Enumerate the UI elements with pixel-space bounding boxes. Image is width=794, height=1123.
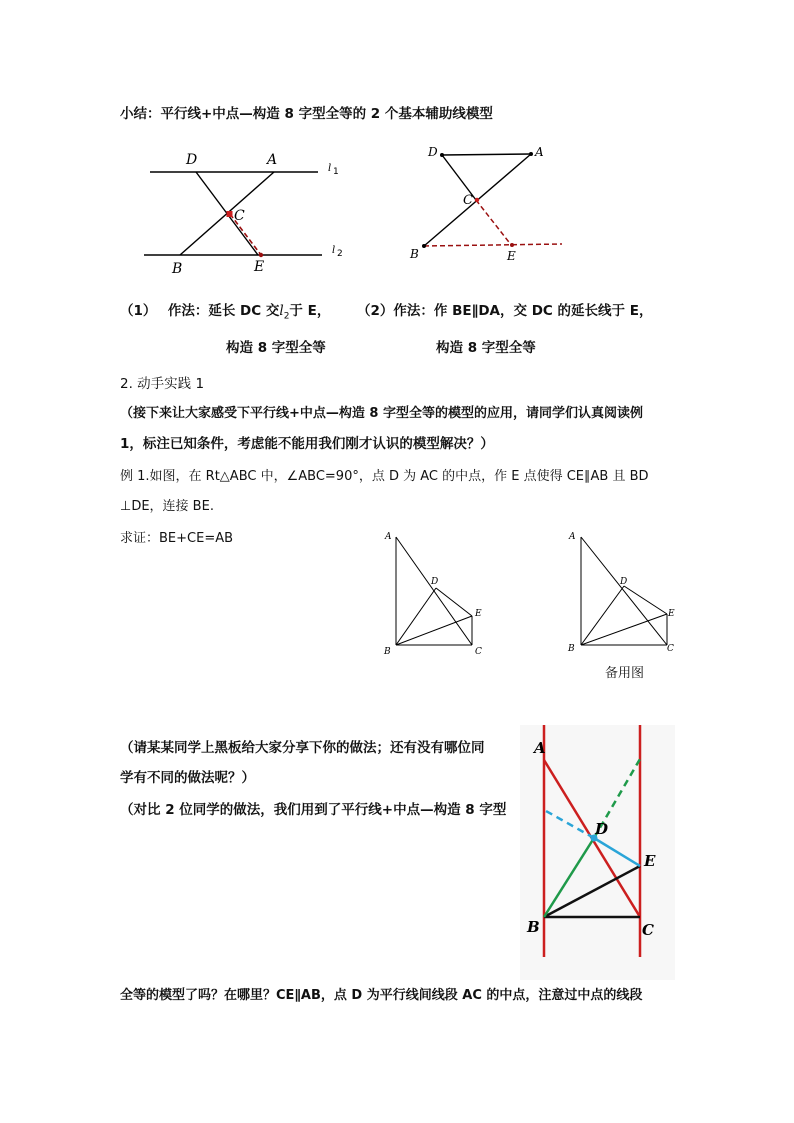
label-e: E xyxy=(475,609,482,619)
spare-figure-caption: 备用图 xyxy=(605,666,645,681)
label-c: C xyxy=(642,921,654,939)
label-d: D xyxy=(620,577,628,587)
label-d: D xyxy=(186,152,198,168)
label-l1: l xyxy=(328,163,332,174)
label-b: B xyxy=(410,247,419,261)
label-b: B xyxy=(527,918,540,936)
section-heading: 2. 动手实践 1 xyxy=(120,376,205,392)
model-1-figure xyxy=(140,145,350,280)
label-l2-sub: 2 xyxy=(337,249,343,259)
label-c: C xyxy=(234,208,245,224)
label-d: D xyxy=(595,820,609,838)
label-e: E xyxy=(644,852,656,870)
label-a: A xyxy=(267,152,278,168)
share-line-1: （请某某同学上黑板给大家分享下你的做法；还有没有哪位同 xyxy=(120,740,485,756)
example-figure xyxy=(380,530,490,660)
point-e-marker xyxy=(259,253,263,257)
segment-da xyxy=(442,154,531,155)
bottom-line: 全等的模型了吗？在哪里？CE∥AB，点 D 为平行线间线段 AC 的中点，注意过中点的线段 xyxy=(120,988,643,1003)
colored-solution-figure xyxy=(520,725,675,980)
label-e: E xyxy=(668,609,675,619)
share-line-2: 学有不同的做法呢？） xyxy=(120,770,255,786)
label-b: B xyxy=(172,261,183,277)
prove-statement: 求证：BE+CE=AB xyxy=(120,531,234,546)
label-c: C xyxy=(475,647,482,657)
midpoint-c-marker xyxy=(227,211,233,217)
spare-figure xyxy=(565,530,675,660)
point-c-marker xyxy=(475,198,479,202)
example-line-1: 例 1.如图，在 Rt△ABC 中，∠ABC=90°，点 D 为 AC 的中点，作 E 点使得 CE∥AB 且 BD xyxy=(120,469,649,484)
model-1-method: （1） 作法：延长 DC 交$l_2$于 E， xyxy=(120,303,331,322)
label-e: E xyxy=(254,259,265,275)
label-a: A xyxy=(534,739,546,757)
label-l1-sub: 1 xyxy=(333,167,339,177)
point-d-marker xyxy=(440,153,444,157)
label-d: D xyxy=(428,145,438,159)
label-b: B xyxy=(568,644,575,654)
label-a: A xyxy=(569,532,576,542)
example-line-2: ⊥DE，连接 BE. xyxy=(120,499,214,514)
model-2-figure xyxy=(400,140,570,265)
label-e: E xyxy=(507,249,516,263)
summary-title: 小结：平行线+中点—构造 8 字型全等的 2 个基本辅助线模型 xyxy=(120,106,493,122)
label-d: D xyxy=(431,577,439,587)
model-2-method: （2）作法：作 BE∥DA，交 DC 的延长线于 E， xyxy=(357,303,653,319)
parallel-be xyxy=(424,244,562,246)
label-a: A xyxy=(385,532,392,542)
extension-ce xyxy=(476,200,512,246)
model-2-result: 构造 8 字型全等 xyxy=(436,340,536,356)
point-b-marker xyxy=(422,244,426,248)
label-c: C xyxy=(667,644,674,654)
label-b: B xyxy=(384,647,391,657)
point-a-marker xyxy=(529,152,533,156)
intro-line-2: 1，标注已知条件，考虑能不能用我们刚才认识的模型解决？） xyxy=(120,436,494,452)
model-1-result: 构造 8 字型全等 xyxy=(226,340,326,356)
intro-line-1: （接下来让大家感受下平行线+中点—构造 8 字型全等的模型的应用，请同学们认真阅读例 xyxy=(120,406,643,421)
label-c: C xyxy=(463,193,473,208)
point-e-marker xyxy=(510,243,514,247)
label-a: A xyxy=(535,145,544,159)
label-l2: l xyxy=(332,245,336,256)
compare-line: （对比 2 位同学的做法，我们用到了平行线+中点—构造 8 字型 xyxy=(120,802,507,818)
